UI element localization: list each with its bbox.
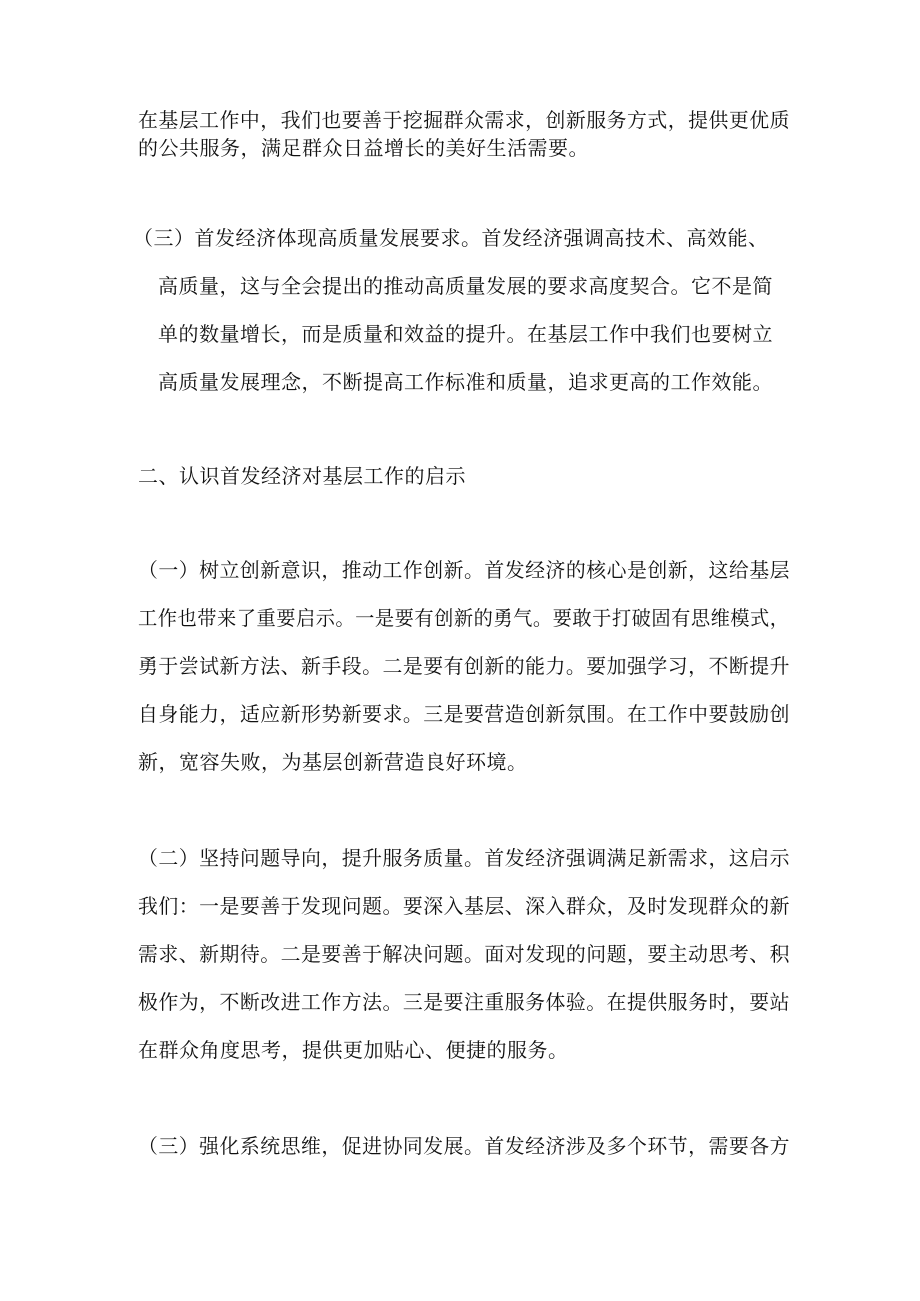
- paragraph-line: 极作为，不断改进工作方法。三是要注重服务体验。在提供服务时，要站: [138, 990, 790, 1014]
- paragraph-line: 高质量发展理念，不断提高工作标准和质量，追求更高的工作效能。: [158, 370, 773, 394]
- paragraph-line: （二）坚持问题导向，提升服务质量。首发经济强调满足新需求，这启示: [138, 846, 790, 870]
- paragraph-line: 新，宽容失败，为基层创新营造良好环境。: [138, 750, 528, 774]
- paragraph-line: 的公共服务，满足群众日益增长的美好生活需要。: [138, 136, 589, 160]
- paragraph-line: 工作也带来了重要启示。一是要有创新的勇气。要敢于打破固有思维模式，: [138, 606, 790, 630]
- paragraph-line: （一）树立创新意识，推动工作创新。首发经济的核心是创新，这给基层: [138, 558, 790, 582]
- paragraph-line: 我们：一是要善于发现问题。要深入基层、深入群众，及时发现群众的新: [138, 894, 790, 918]
- paragraph-line: 在群众角度思考，提供更加贴心、便捷的服务。: [138, 1038, 569, 1062]
- paragraph-line: （三）首发经济体现高质量发展要求。首发经济强调高技术、高效能、: [133, 226, 769, 250]
- paragraph-line: 高质量，这与全会提出的推动高质量发展的要求高度契合。它不是简: [158, 274, 773, 298]
- paragraph-line: （三）强化系统思维，促进协同发展。首发经济涉及多个环节，需要各方: [138, 1134, 790, 1158]
- paragraph-line: 勇于尝试新方法、新手段。二是要有创新的能力。要加强学习，不断提升: [138, 654, 790, 678]
- section-heading: 二、认识首发经济对基层工作的启示: [138, 464, 466, 488]
- paragraph-line: 在基层工作中，我们也要善于挖掘群众需求，创新服务方式，提供更优质: [138, 108, 790, 132]
- paragraph-line: 自身能力，适应新形势新要求。三是要营造创新氛围。在工作中要鼓励创: [138, 702, 790, 726]
- paragraph-line: 单的数量增长，而是质量和效益的提升。在基层工作中我们也要树立: [158, 322, 773, 346]
- paragraph-line: 需求、新期待。二是要善于解决问题。面对发现的问题，要主动思考、积: [138, 942, 790, 966]
